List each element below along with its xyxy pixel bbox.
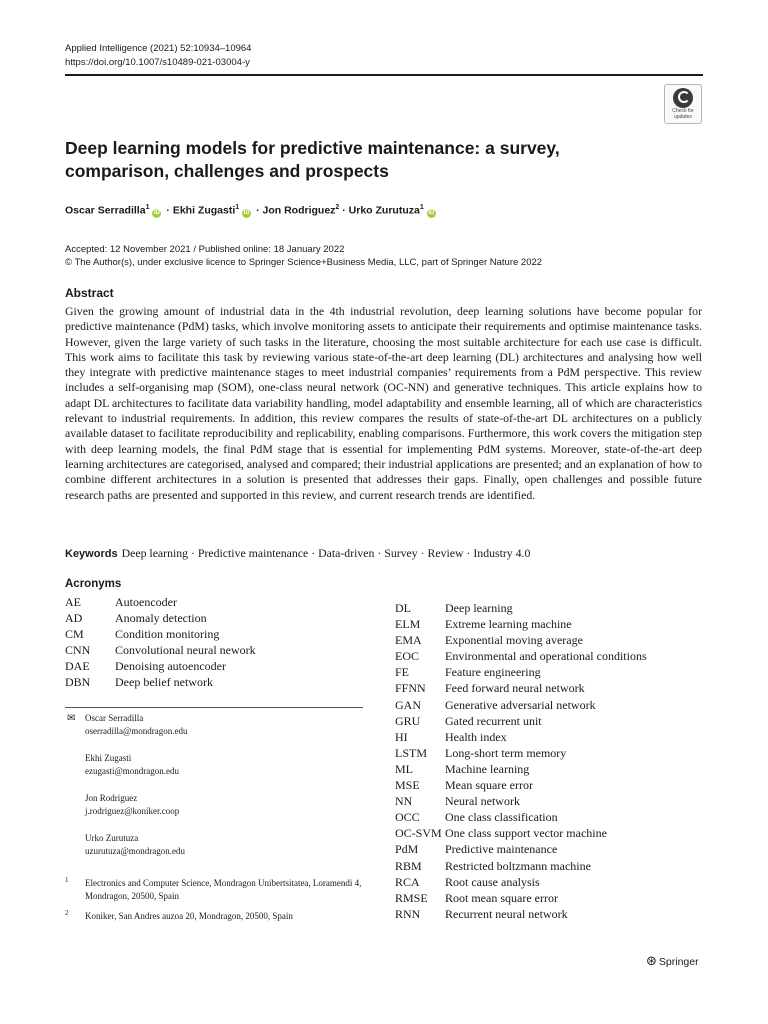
header-rule xyxy=(65,74,703,76)
acronym-item xyxy=(395,874,647,890)
acronym-item xyxy=(395,713,647,729)
acronym-item xyxy=(395,697,647,713)
publisher-logo xyxy=(646,953,699,969)
acronym-abbr: NN xyxy=(395,794,413,809)
acronym-abbr: GRU xyxy=(395,713,421,728)
acronym-definition: Feed forward neural network xyxy=(445,681,585,696)
acronym-abbr: CNN xyxy=(65,643,91,658)
acronym-abbr: HI xyxy=(395,729,408,744)
acronym-item xyxy=(65,658,256,674)
acronym-abbr: FFNN xyxy=(395,681,426,696)
acronym-definition: Predictive maintenance xyxy=(445,842,558,857)
acronym-definition: Convolutional neural nework xyxy=(115,643,256,658)
accepted-published-dates: Accepted: 12 November 2021 / Published online: 18 January 2022 xyxy=(65,244,345,255)
check-updates-icon xyxy=(673,88,693,108)
author-separator: · xyxy=(339,204,349,217)
springer-horse-icon: ⊛ xyxy=(646,953,657,968)
author-name: Jon Rodriguez xyxy=(262,204,336,217)
acronym-definition: Generative adversarial network xyxy=(445,697,596,712)
author-separator: · xyxy=(253,204,263,217)
publication-dates xyxy=(65,243,542,269)
contact-email[interactable]: ezugasti@mondragon.edu xyxy=(85,766,180,776)
acronym-item xyxy=(395,809,647,825)
acronym-abbr: MSE xyxy=(395,778,420,793)
acronym-item xyxy=(395,777,647,793)
contact-entry xyxy=(85,752,363,778)
acronym-definition: One class support vector machine xyxy=(445,826,607,841)
acronym-item xyxy=(395,632,647,648)
acronym-abbr: CM xyxy=(65,627,84,642)
acronym-abbr: ML xyxy=(395,761,413,776)
contact-name: Oscar Serradilla xyxy=(85,713,144,723)
keywords-label: Keywords xyxy=(65,548,118,560)
contact-email[interactable]: oserradilla@mondragon.edu xyxy=(85,726,188,736)
acronym-item xyxy=(65,674,256,690)
acronym-item xyxy=(395,906,647,922)
acronym-definition: Mean square error xyxy=(445,778,533,793)
contact-email[interactable]: j.rodriguez@koniker.coop xyxy=(85,806,180,816)
publisher-name: Springer xyxy=(658,956,699,968)
acronym-definition: Root mean square error xyxy=(445,890,558,905)
acronym-item xyxy=(395,648,647,664)
acronym-abbr: RBM xyxy=(395,858,422,873)
contact-name: Urko Zurutuza xyxy=(85,833,139,843)
acronym-abbr: AD xyxy=(65,611,83,626)
acronym-definition: Health index xyxy=(445,729,507,744)
acronym-item xyxy=(65,642,256,658)
contact-entry xyxy=(85,712,363,738)
acronym-definition: Deep learning xyxy=(445,601,513,615)
acronym-item xyxy=(395,616,647,632)
keywords-list: Deep learning · Predictive maintenance · Data-driven · Survey · Review · Industry 4.0 xyxy=(121,546,531,560)
acronym-abbr: EOC xyxy=(395,649,419,664)
acronym-definition: Recurrent neural network xyxy=(445,906,568,921)
acronym-item xyxy=(395,841,647,857)
check-for-updates-badge[interactable] xyxy=(664,84,702,124)
acronym-definition: Exponential moving average xyxy=(445,633,583,648)
affiliation xyxy=(65,877,365,902)
author-affiliation-sup: 1 xyxy=(145,204,150,211)
paper-title: Deep learning models for predictive maintenance: a survey, comparison, challenges and prospects xyxy=(65,138,560,181)
contact-entry xyxy=(85,792,363,818)
acronym-definition: Neural network xyxy=(445,794,520,809)
copyright-notice: © The Author(s), under exclusive licence to Springer Science+Business Media, LLC, part of Springer Nature 2022 xyxy=(65,257,543,268)
affiliation-text: Electronics and Computer Science, Mondragon Unibertsitatea, Loramendi 4, Mondragon, 20500, Spain xyxy=(85,878,362,901)
acronym-list-left xyxy=(65,594,256,691)
keywords xyxy=(65,546,530,561)
acronym-definition: Condition monitoring xyxy=(115,627,220,642)
acronym-definition: One class classification xyxy=(445,810,558,825)
acronym-abbr: LSTM xyxy=(395,745,428,760)
acronym-definition: Machine learning xyxy=(445,761,530,776)
acronym-abbr: ELM xyxy=(395,617,421,632)
acronym-abbr: RNN xyxy=(395,906,421,921)
acronym-item xyxy=(395,890,647,906)
affiliation xyxy=(65,910,365,923)
author-affiliation-sup: 1 xyxy=(235,204,240,211)
contact-name: Jon Rodriguez xyxy=(85,793,138,803)
acronym-abbr: EMA xyxy=(395,633,422,648)
acronym-definition: Long-short term memory xyxy=(445,745,567,760)
author-name: Urko Zurutuza xyxy=(348,204,420,217)
acronym-abbr: RCA xyxy=(395,874,420,889)
acronym-list-right xyxy=(395,600,647,922)
journal-header xyxy=(65,42,251,70)
orcid-icon[interactable]: iD xyxy=(428,209,435,216)
contact-name: Ekhi Zugasti xyxy=(85,753,132,763)
acronym-item xyxy=(395,729,647,745)
check-updates-line2: updates xyxy=(674,113,692,120)
acronyms-heading: Acronyms xyxy=(65,578,122,590)
acronym-item xyxy=(65,594,256,610)
corresponding-contacts xyxy=(65,712,363,872)
orcid-icon[interactable]: iD xyxy=(243,209,250,216)
acronym-abbr: FE xyxy=(395,665,410,680)
acronym-abbr: GAN xyxy=(395,697,421,712)
acronym-definition: Feature engineering xyxy=(445,665,541,680)
author-affiliation-sup: 2 xyxy=(335,204,340,211)
contact-email[interactable]: uzurutuza@mondragon.edu xyxy=(85,846,186,856)
acronym-abbr: PdM xyxy=(395,842,419,857)
acronym-definition: Autoencoder xyxy=(115,595,177,609)
abstract-heading: Abstract xyxy=(65,286,114,300)
acronym-abbr: DL xyxy=(395,601,411,615)
acronym-definition: Anomaly detection xyxy=(115,611,207,626)
doi-link[interactable]: https://doi.org/10.1007/s10489-021-03004-y xyxy=(65,57,250,68)
acronym-definition: Gated recurrent unit xyxy=(445,713,542,728)
author-name: Oscar Serradilla xyxy=(65,204,146,217)
abstract-text: Given the growing amount of industrial data in the 4th industrial revolution, deep learning solutions have become popular for predictive maintenance (PdM) tasks, which involve monitoring assets to anticipate their requirements and optimise maintenance tasks. However, given the large variety of such tasks in the literature, choosing the most suitable architecture for each use case is difficult. This work aims to facilitate this task by reviewing various state-of-the-art deep learning (DL) architectures and analysing how well they integrate with predictive maintenance stages to meet industrial companies’ requirements from a PdM perspective. This review includes a self-organising map (SOM), one-class neural network (OC-NN) and generative techniques. This article explains how to adapt DL architectures to facilitate data variability handling, model adaptability and ensemble learning, all of which are characteristics relevant to industrial requirements. In addition, this review compares the results of state-of-the-art DL architectures on a publicly available dataset to facilitate reproducibility and replicability, enabling comparisons. Furthermore, this work covers the mitigation step with deep learning models, the final PdM stage that is essential for implementing PdM systems. Moreover, state-of-the-art deep learning architectures are categorised, analysed and compared; their industrial applications are presented; and an explanation of how to combine different architectures in a solution is presented that addresses their gaps. Finally, open challenges and possible future research paths are presented and supported in this review, and current research trends are identified. xyxy=(65,304,702,502)
acronym-definition: Root cause analysis xyxy=(445,874,540,889)
author-list xyxy=(65,204,438,218)
acronym-item xyxy=(65,626,256,642)
author-separator: · xyxy=(163,204,173,217)
footnote-rule xyxy=(65,707,363,708)
acronym-item xyxy=(395,664,647,680)
acronym-abbr: OCC xyxy=(395,810,420,825)
affiliation-text: Koniker, San Andres auzoa 20, Mondragon, 20500, Spain xyxy=(85,911,293,921)
acronym-item xyxy=(395,858,647,874)
acronym-item xyxy=(395,745,647,761)
acronym-item xyxy=(395,680,647,696)
acronym-item xyxy=(395,825,647,841)
envelope-icon: ✉ xyxy=(67,713,76,724)
orcid-icon[interactable]: iD xyxy=(153,209,160,216)
affiliation-number: 2 xyxy=(65,909,69,917)
acronym-definition: Environmental and operational conditions xyxy=(445,649,647,664)
acronym-item xyxy=(395,600,647,616)
acronym-definition: Extreme learning machine xyxy=(445,617,572,632)
acronym-definition: Restricted boltzmann machine xyxy=(445,858,591,873)
acronym-definition: Denoising autoencoder xyxy=(115,659,226,674)
author-affiliation-sup: 1 xyxy=(419,204,424,211)
author-name: Ekhi Zugasti xyxy=(172,204,236,217)
journal-citation: Applied Intelligence (2021) 52:10934–10964 xyxy=(65,43,252,54)
acronym-definition: Deep belief network xyxy=(115,675,213,690)
contact-entry xyxy=(85,832,363,858)
acronym-item xyxy=(65,610,256,626)
acronym-item xyxy=(395,793,647,809)
acronym-abbr: DBN xyxy=(65,675,91,690)
affiliation-number: 1 xyxy=(65,876,69,884)
acronym-abbr: AE xyxy=(65,595,81,609)
acronym-abbr: OC-SVM xyxy=(395,826,442,841)
check-updates-line1: Check for xyxy=(672,108,694,114)
acronym-abbr: RMSE xyxy=(395,890,428,905)
acronym-abbr: DAE xyxy=(65,659,90,674)
acronym-item xyxy=(395,761,647,777)
